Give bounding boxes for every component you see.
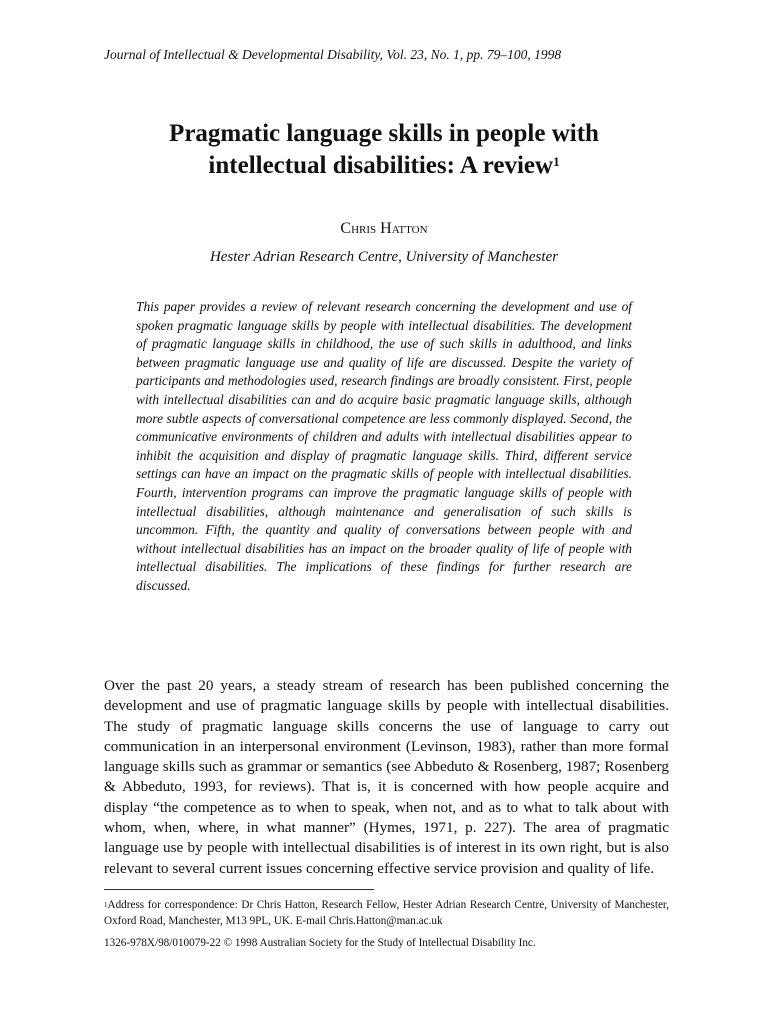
title-line-1: Pragmatic language skills in people with xyxy=(169,120,599,147)
copyright-line: 1326-978X/98/010079-22 © 1998 Australian Society for the Study of Intellectual Disability Inc. xyxy=(104,937,536,949)
title-footnote-mark: 1 xyxy=(553,154,560,169)
footnote xyxy=(104,897,669,929)
journal-citation: Journal of Intellectual & Developmental Disability, Vol. 23, No. 1, pp. 79–100, 1998 xyxy=(104,47,562,62)
article-title xyxy=(104,118,664,182)
footnote-divider xyxy=(104,889,374,890)
body-paragraph: Over the past 20 years, a steady stream of research has been published concerning the development and use of pragmatic language skills by people with intellectual disabilities. The study of pragmatic language skills concerns the use of language to carry out communication in an interpersonal environment (Levinson, 1983), rather than more formal language skills such as grammar or semantics (see Abbeduto & Rosenberg, 1987; Rosenberg & Abbeduto, 1993, for reviews). That is, it is concerned with how people acquire and display “the competence as to when to speak, when not, and as to what to talk about with whom, when, where, in what manner” (Hymes, 1971, p. 227). The area of pragmatic language use by people with intellectual disabilities is of interest in its own right, but is also relevant to several current issues concerning effective service provision and quality of life. xyxy=(104,677,669,877)
title-line-2: intellectual disabilities: A review xyxy=(208,152,554,179)
footnote-mark: 1 xyxy=(104,901,108,909)
author-name: Chris Hatton xyxy=(340,220,428,237)
footnote-text: Address for correspondence: Dr Chris Hatton, Research Fellow, Hester Adrian Research Centre, University of Manchester, Oxford Road, Manchester, M13 9PL, UK. E-mail Chris.Hatton@man.ac.uk xyxy=(104,899,669,927)
author-affiliation: Hester Adrian Research Centre, University of Manchester xyxy=(209,249,559,265)
abstract-text: This paper provides a review of relevant research concerning the development and use of spoken pragmatic language skills by people with intellectual disabilities. The development of pragmatic language skills in childhood, the use of such skills in adulthood, and links between pragmatic language use and quality of life are discussed. Despite the variety of participants and methodologies used, research findings are broadly consistent. First, people with intellectual disabilities can and do acquire basic pragmatic language skills, although more subtle aspects of conversational competence are less commonly displayed. Second, the communicative environments of children and adults with intellectual disabilities appear to inhibit the acquisition and display of pragmatic language skills. Third, different service settings can have an impact on the pragmatic skills of people with intellectual disabilities. Fourth, intervention programs can improve the pragmatic language skills of people with intellectual disabilities, although maintenance and generalisation of such skills is uncommon. Fifth, the quantity and quality of conversations between people with and without intellectual disabilities has an impact on the broader quality of life of people with intellectual disabilities. The implications of these findings for further research are discussed. xyxy=(136,299,632,593)
